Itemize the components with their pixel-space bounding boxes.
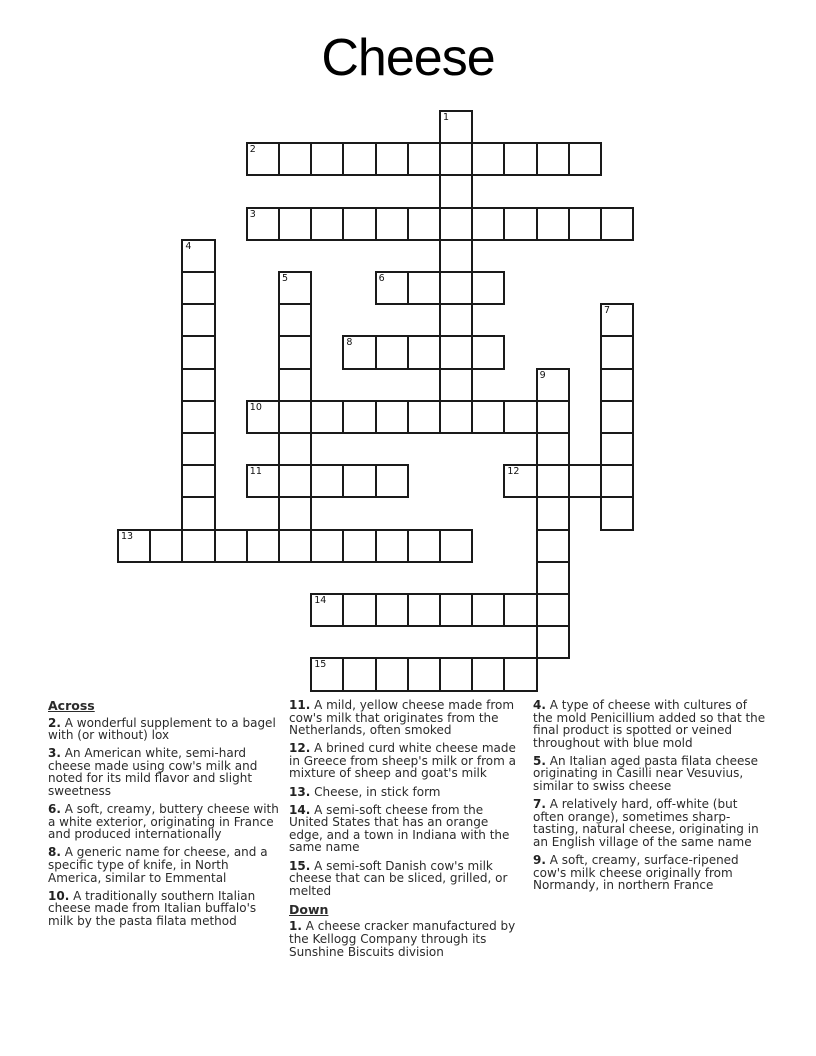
clue-number: 5.: [533, 753, 546, 768]
grid-cell-r3c12[interactable]: [503, 207, 537, 241]
grid-cell-r3c4[interactable]: [246, 207, 280, 241]
grid-cell-r1c5[interactable]: [278, 142, 312, 176]
grid-cell-r6c2[interactable]: [181, 303, 215, 337]
grid-cell-r17c11[interactable]: [471, 657, 505, 691]
grid-cell-r6c10[interactable]: [439, 303, 473, 337]
grid-cell-r9c15[interactable]: [600, 400, 634, 434]
grid-cell-r17c7[interactable]: [342, 657, 376, 691]
clue-9-down: 9. A soft, creamy, surface-ripened cow's milk cheese originally from Normandy, in northern France: [533, 853, 739, 893]
grid-cell-r4c10[interactable]: [439, 239, 473, 273]
cell-number-3: 3: [249, 208, 256, 220]
grid-cell-r2c10[interactable]: [439, 174, 473, 208]
grid-cell-r4c2[interactable]: [181, 239, 215, 273]
grid-cell-r7c5[interactable]: [278, 335, 312, 369]
grid-cell-r9c12[interactable]: [503, 400, 537, 434]
grid-cell-r15c10[interactable]: [439, 593, 473, 627]
grid-cell-r1c11[interactable]: [471, 142, 505, 176]
grid-cell-r1c13[interactable]: [536, 142, 570, 176]
grid-cell-r9c6[interactable]: [310, 400, 344, 434]
grid-cell-r12c13[interactable]: [536, 496, 570, 530]
grid-cell-r11c8[interactable]: [375, 464, 409, 498]
grid-cell-r9c7[interactable]: [342, 400, 376, 434]
grid-cell-r9c5[interactable]: [278, 400, 312, 434]
grid-cell-r17c6[interactable]: [310, 657, 344, 691]
clue-6-across: 6. A soft, creamy, buttery cheese with a white exterior, originating in France and produced internationally: [48, 802, 279, 842]
clue-14-across: 14. A semi-soft cheese from the United States that has an orange edge, and a town in Indiana with the same name: [289, 802, 510, 855]
clue-5-down: 5. An Italian aged pasta filata cheese originating in Casilli near Vesuvius, similar to swiss cheese: [533, 753, 759, 794]
grid-cell-r13c1[interactable]: [149, 529, 183, 563]
grid-cell-r12c5[interactable]: [278, 496, 312, 530]
clue-7-down: 7. A relatively hard, off-white (but often orange), sometimes sharp-tasting, natural cheese, originating in an English village of the same name: [533, 797, 759, 849]
clue-number: 1.: [289, 919, 302, 934]
grid-cell-r11c4[interactable]: [246, 464, 280, 498]
grid-cell-r3c9[interactable]: [407, 207, 441, 241]
grid-cell-r17c12[interactable]: [503, 657, 537, 691]
cell-number-10: 10: [249, 401, 262, 413]
grid-cell-r11c15[interactable]: [600, 464, 634, 498]
grid-cell-r3c6[interactable]: [310, 207, 344, 241]
cell-number-6: 6: [378, 273, 385, 284]
cell-number-11: 11: [249, 466, 262, 478]
grid-cell-r3c8[interactable]: [375, 207, 409, 241]
grid-cell-r13c5[interactable]: [278, 529, 312, 563]
grid-cell-r1c8[interactable]: [375, 142, 409, 176]
clue-list-header-across: Across: [48, 698, 95, 713]
cell-number-7: 7: [604, 305, 611, 317]
grid-cell-r5c9[interactable]: [407, 271, 441, 305]
grid-cell-r6c15[interactable]: [600, 303, 634, 337]
grid-cell-r12c2[interactable]: [181, 496, 215, 530]
clue-15-across: 15. A semi-soft Danish cow's milk cheese that can be sliced, grilled, or melted: [289, 858, 508, 898]
clue-number: 10.: [48, 888, 70, 903]
grid-cell-r15c12[interactable]: [503, 593, 537, 627]
cell-number-5: 5: [282, 273, 289, 284]
grid-cell-r13c7[interactable]: [342, 529, 376, 563]
grid-cell-r3c5[interactable]: [278, 207, 312, 241]
grid-cell-r6c5[interactable]: [278, 303, 312, 337]
cell-number-4: 4: [185, 240, 192, 252]
clue-2-across: 2. A wonderful supplement to a bagel with (or without) lox: [48, 715, 276, 743]
cell-number-12: 12: [507, 466, 520, 478]
clue-number: 4.: [533, 698, 546, 712]
grid-cell-r7c8[interactable]: [375, 335, 409, 369]
grid-cell-r3c7[interactable]: [342, 207, 376, 241]
cell-number-9: 9: [539, 369, 546, 381]
clue-4-down: 4. A type of cheese with cultures of the mold Penicillium added so that the final product is spotted or veined throughout with blue mold: [533, 698, 766, 750]
clue-number: 2.: [48, 715, 61, 730]
grid-cell-r12c15[interactable]: [600, 496, 634, 530]
grid-cell-r13c0[interactable]: [117, 529, 151, 563]
clue-10-across: 10. A traditionally southern Italian cheese made from Italian buffalo's milk by the pasta filata method: [48, 888, 257, 928]
grid-cell-r1c9[interactable]: [407, 142, 441, 176]
grid-cell-r13c13[interactable]: [536, 529, 570, 563]
grid-cell-r8c5[interactable]: [278, 368, 312, 402]
grid-cell-r15c11[interactable]: [471, 593, 505, 627]
clue-1-down: 1. A cheese cracker manufactured by the Kellogg Company through its Sunshine Biscuits division: [289, 919, 516, 959]
clue-number: 12.: [289, 741, 311, 756]
grid-cell-r9c11[interactable]: [471, 400, 505, 434]
grid-cell-r11c7[interactable]: [342, 464, 376, 498]
grid-cell-r1c14[interactable]: [568, 142, 602, 176]
grid-cell-r7c9[interactable]: [407, 335, 441, 369]
puzzle-title: Cheese: [321, 29, 495, 87]
grid-cell-r5c5[interactable]: [278, 271, 312, 305]
clue-number: 6.: [48, 802, 61, 817]
grid-cell-r9c13[interactable]: [536, 400, 570, 434]
grid-cell-r3c14[interactable]: [568, 207, 602, 241]
grid-cell-r9c9[interactable]: [407, 400, 441, 434]
clue-12-across: 12. A brined curd white cheese made in Greece from sheep's milk or from a mixture of sheep and goat's milk: [289, 741, 516, 781]
clue-number: 15.: [289, 858, 311, 873]
grid-cell-r8c15[interactable]: [600, 368, 634, 402]
grid-cell-r15c6[interactable]: [310, 593, 344, 627]
grid-cell-r7c11[interactable]: [471, 335, 505, 369]
grid-cell-r3c11[interactable]: [471, 207, 505, 241]
grid-cell-r1c10[interactable]: [439, 142, 473, 176]
grid-cell-r13c9[interactable]: [407, 529, 441, 563]
grid-cell-r5c10[interactable]: [439, 271, 473, 305]
grid-cell-r9c2[interactable]: [181, 400, 215, 434]
clue-11-across: 11. A mild, yellow cheese made from cow's milk that originates from the Netherlands, often smoked: [289, 698, 515, 738]
grid-cell-r10c5[interactable]: [278, 432, 312, 466]
grid-cell-r10c2[interactable]: [181, 432, 215, 466]
grid-cell-r13c6[interactable]: [310, 529, 344, 563]
cell-number-2: 2: [249, 144, 256, 156]
grid-cell-r7c2[interactable]: [181, 335, 215, 369]
clue-number: 11.: [289, 698, 311, 712]
grid-cell-r7c7[interactable]: [342, 335, 376, 369]
grid-cell-r0c10[interactable]: [439, 110, 473, 144]
grid-cell-r3c13[interactable]: [536, 207, 570, 241]
grid-cell-r15c8[interactable]: [375, 593, 409, 627]
grid-cell-r13c2[interactable]: [181, 529, 215, 563]
clue-list-header-down: Down: [289, 901, 329, 917]
grid-cell-r10c15[interactable]: [600, 432, 634, 466]
grid-cell-r11c14[interactable]: [568, 464, 602, 498]
grid-cell-r9c4[interactable]: [246, 400, 280, 434]
grid-cell-r15c9[interactable]: [407, 593, 441, 627]
grid-cell-r8c13[interactable]: [536, 368, 570, 402]
grid-cell-r17c9[interactable]: [407, 657, 441, 691]
grid-cell-r1c7[interactable]: [342, 142, 376, 176]
clue-number: 7.: [533, 797, 546, 812]
clue-number: 13.: [289, 784, 311, 799]
grid-cell-r11c12[interactable]: [503, 464, 537, 498]
grid-cell-r8c2[interactable]: [181, 368, 215, 402]
clue-8-across: 8. A generic name for cheese, and a specific type of knife, in North America, similar to Emmental: [48, 845, 268, 885]
grid-cell-r1c12[interactable]: [503, 142, 537, 176]
grid-cell-r3c15[interactable]: [600, 207, 634, 241]
clue-number: 9.: [533, 853, 546, 868]
grid-cell-r14c13[interactable]: [536, 561, 570, 595]
grid-cell-r5c8[interactable]: [375, 271, 409, 305]
cell-number-1: 1: [443, 112, 450, 123]
grid-cell-r17c8[interactable]: [375, 657, 409, 691]
grid-cell-r8c10[interactable]: [439, 368, 473, 402]
grid-cell-r11c6[interactable]: [310, 464, 344, 498]
grid-cell-r11c2[interactable]: [181, 464, 215, 498]
grid-cell-r13c3[interactable]: [214, 529, 248, 563]
grid-cell-r9c8[interactable]: [375, 400, 409, 434]
clue-number: 14.: [289, 802, 311, 817]
grid-cell-r17c10[interactable]: [439, 657, 473, 691]
clue-number: 8.: [48, 845, 61, 860]
grid-cell-r7c15[interactable]: [600, 335, 634, 369]
grid-cell-r7c10[interactable]: [439, 335, 473, 369]
cell-number-14: 14: [314, 595, 327, 606]
grid-cell-r15c7[interactable]: [342, 593, 376, 627]
grid-cell-r11c5[interactable]: [278, 464, 312, 498]
cell-number-8: 8: [346, 337, 353, 349]
clue-column-1: [48, 699, 281, 933]
clue-number: 3.: [48, 746, 61, 761]
grid-cell-r9c10[interactable]: [439, 400, 473, 434]
grid-cell-r3c10[interactable]: [439, 207, 473, 241]
grid-cell-r15c13[interactable]: [536, 593, 570, 627]
grid-cell-r13c8[interactable]: [375, 529, 409, 563]
grid-cell-r5c2[interactable]: [181, 271, 215, 305]
clue-column-3: [533, 699, 766, 897]
grid-cell-r1c6[interactable]: [310, 142, 344, 176]
grid-cell-r11c13[interactable]: [536, 464, 570, 498]
grid-cell-r16c13[interactable]: [536, 625, 570, 659]
clue-column-2: [289, 699, 522, 964]
clue-13-across: 13. Cheese, in stick form: [289, 784, 441, 799]
grid-cell-r10c13[interactable]: [536, 432, 570, 466]
grid-cell-r13c4[interactable]: [246, 529, 280, 563]
clue-3-across: 3. An American white, semi-hard cheese made using cow's milk and noted for its mild flavor and slight sweetness: [48, 746, 258, 798]
grid-cell-r1c4[interactable]: [246, 142, 280, 176]
cell-number-15: 15: [314, 659, 327, 671]
grid-cell-r5c11[interactable]: [471, 271, 505, 305]
cell-number-13: 13: [121, 530, 134, 542]
grid-cell-r13c10[interactable]: [439, 529, 473, 563]
